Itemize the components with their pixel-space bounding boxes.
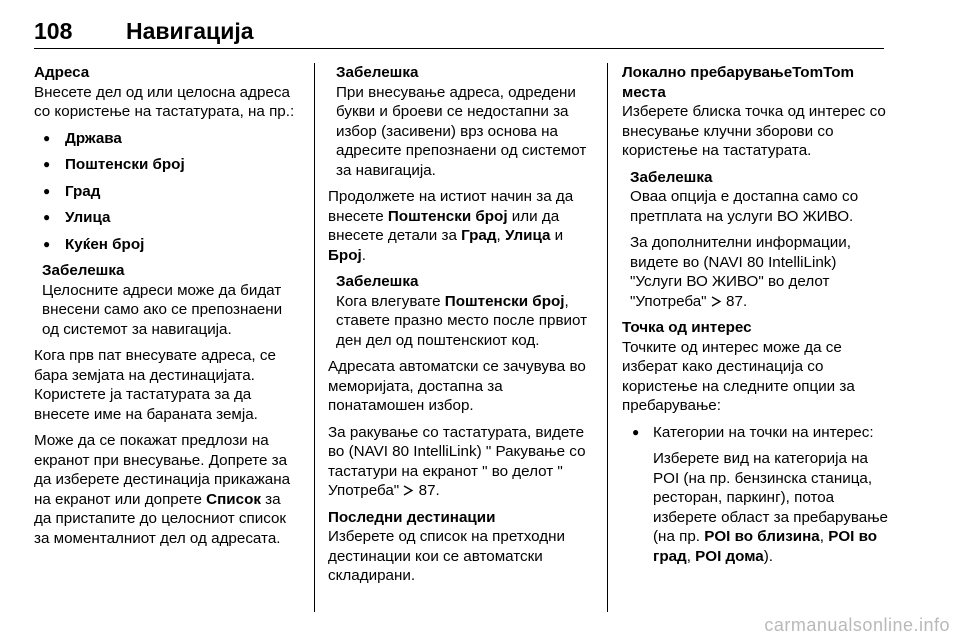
list-item: ● Улица <box>34 208 302 228</box>
section-heading: Локално пребарувањеTomTom места <box>622 64 855 101</box>
watermark: carmanualsonline.info <box>764 615 950 635</box>
page-header <box>34 0 884 52</box>
recent-destinations-section <box>328 508 596 586</box>
section-text: Точките од интерес може да се изберат како дестинација со користење на следните опции за пребарување: <box>622 338 855 414</box>
list-item: ● Држава <box>34 129 302 149</box>
address-intro: Внесете дел од или целосна адреса со користење на тастатурата, на пр.: <box>34 83 295 120</box>
page-number: 108 <box>34 18 73 44</box>
column-1 <box>34 63 302 555</box>
address-fields-list <box>34 129 302 255</box>
address-section <box>34 63 302 122</box>
paragraph: Кога прв пат внесувате адреса, се бара земјата на дестинацијата. Користете ја тастатурата за да внесете име на бараната земја. <box>34 347 276 423</box>
list-item: ● Куќен број <box>34 235 302 255</box>
page-reference-icon <box>711 296 722 307</box>
section-heading: Точка од интерес <box>622 319 752 336</box>
paragraph: Адресата автоматски се зачувува во меморијата, достапна за понатамошен избор. <box>328 358 586 414</box>
paragraph: Продолжете на истиот начин за да внесете Поштенски број или да внесете детали за Град, Улица и Број. <box>328 188 574 264</box>
column-2 <box>328 63 596 593</box>
local-search-section <box>622 63 892 161</box>
poi-section <box>622 318 892 416</box>
address-heading: Адреса <box>34 64 90 81</box>
page-reference[interactable]: 87 <box>418 482 436 499</box>
header-rule <box>34 48 884 49</box>
note-text: Оваа опција е достапна само со претплата на услуги ВО ЖИВО. <box>630 188 859 225</box>
section-text: Изберете од список на претходни дестинации кои се автоматски складирани. <box>328 528 565 584</box>
list-item: ● Поштенски број <box>34 155 302 175</box>
column-divider <box>314 63 315 612</box>
bullet-icon: ● <box>632 424 640 439</box>
note-text: За дополнителни информации, видете во (NAVI 80 IntelliLink) "Услуги ВО ЖИВО" во делот "Употреба" 87. <box>630 234 851 310</box>
list-item: ● Град <box>34 182 302 202</box>
paragraph: За ракување со тастатурата, видете во (NAVI 80 IntelliLink) " Ракување со тастатури на екранот " во делот " Употреба" 87. <box>328 423 586 499</box>
note-text: Кога влегувате Поштенски број, ставете празно место после првиот ден дел од поштенскиот код. <box>336 292 588 349</box>
note-title: Забелешка <box>336 64 419 81</box>
page-reference-icon <box>403 485 414 496</box>
note <box>336 272 596 350</box>
note <box>630 168 892 312</box>
list-label: Список <box>206 490 261 508</box>
column-3 <box>622 63 892 566</box>
note <box>336 63 596 180</box>
category-description: Изберете вид на категорија на POI (на пр. бензинска станица, ресторан, паркинг), потоа изберете област за пребарување (на пр. POI во близина, POI во град, POI дома). <box>653 450 889 565</box>
page-reference[interactable]: 87 <box>726 292 743 310</box>
column-divider <box>607 63 608 612</box>
paragraph: Може да се покажат предлози на екранот при внесување. Допрете за да изберете дестинација прикажана на екранот или допрете Список за да пристапите до целосниот список за моменталниот дел од адресата. <box>34 432 291 547</box>
note-title: Забелешка <box>630 168 713 186</box>
note-text: Целосните адреси може да бидат внесени само ако се препознаени од системот за навигација. <box>42 281 283 338</box>
section-heading: Последни дестинации <box>328 508 496 526</box>
note-text: При внесување адреса, одредени букви и броеви се недостапни за избор (засивени) врз основа на адресите препознаени од системот за навигација. <box>336 83 587 179</box>
section-text: Изберете блиска точка од интерес со внесување клучни зборови со користење на тастатурата. <box>622 103 886 159</box>
chapter-title: Навигација <box>126 18 254 44</box>
note-title: Забелешка <box>42 262 125 279</box>
list-item: ● Категории на точки на интерес: <box>632 423 874 441</box>
note-title: Забелешка <box>336 273 419 290</box>
note <box>42 261 302 339</box>
